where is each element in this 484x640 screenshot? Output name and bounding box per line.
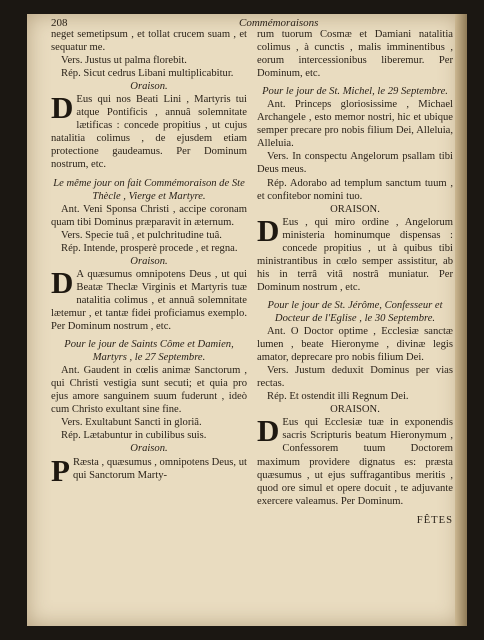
left-column [51, 28, 247, 484]
running-head: Commémoraisons [239, 17, 319, 29]
antiphon: Ant. Veni Sponsa Christi , accipe coronam quam tibi Dominus præparavit in æternum. [51, 203, 247, 228]
page-number: 208 [51, 17, 68, 29]
versicle: Vers. Justus ut palma florebit. [61, 55, 187, 67]
antiphon: Ant. Gaudent in cœlis animæ Sanctorum , qui Christi vestigia sunt secuti; et quia pro ejus amore sanguinem suum fuderunt , ideò cum Christo exultant sine fine. [51, 365, 247, 416]
prayer-text: Eus qui nos Beati Lini , Martyris tui atque Pontificis , annuâ solemnitate lætificas : concede propitius , ut cujus natalitia colimus , de ejusdem etiam protectione gaudeamus. Per Dominum nostrum, etc. [51, 94, 247, 171]
response: Rép. Intende, prosperè procede , et regna. [61, 242, 238, 254]
feast-heading: Pour le jour de St. Jérôme, Confesseur et Docteur de l'Eglise , le 30 Septembre. [267, 299, 443, 324]
prayer-text: A quæsumus omnipotens Deus , ut qui Beatæ Theclæ Virginis et Martyris tuæ natalitia colimus , et annuâ solemnitate lætemur , et tantæ fidei proficiamus exemplo. Per Dominum nostrum , etc. [51, 268, 247, 333]
versicle: Vers. Exultabunt Sancti in gloriâ. [61, 417, 202, 429]
section-heading: Oraison. [130, 255, 168, 267]
drop-cap: D [51, 267, 74, 300]
section-heading: Oraison. [130, 443, 168, 455]
text-line: neget semetipsum , et tollat crucem suam , et sequatur me. [51, 29, 247, 54]
right-column [257, 28, 453, 527]
response: Rép. Sicut cedrus Libani multiplicabitur. [61, 68, 234, 80]
response: Rép. Adorabo ad templum sanctum tuum , et confitebor nomini tuo. [257, 177, 453, 202]
response: Rép. Et ostendit illi Regnum Dei. [267, 391, 409, 403]
text-line: rum tuorum Cosmæ et Damiani natalitia colimus , à cunctis , malis imminentibus , eorum intercessionibus liberemur. Per Dominum, etc. [257, 29, 453, 80]
book-gutter [455, 14, 467, 626]
section-heading: ORAISON. [330, 404, 380, 416]
response: Rép. Lætabuntur in cubilibus suis. [61, 430, 207, 442]
section-heading: Oraison. [130, 81, 168, 93]
prayer-paragraph [257, 216, 453, 294]
feast-heading: Pour le jour de St. Michel, le 29 Septembre. [262, 86, 448, 98]
versicle: Vers. Justum deduxit Dominus per vias rectas. [257, 365, 453, 390]
prayer-paragraph [257, 416, 453, 507]
catchword: FÊTES [416, 514, 453, 526]
drop-cap: D [257, 416, 280, 449]
book-page [27, 14, 461, 626]
feast-heading: Pour le jour de Saints Côme et Damien, Martyrs , le 27 Septembre. [64, 339, 234, 364]
section-heading: ORAISON. [330, 203, 380, 215]
versicle: Vers. In conspectu Angelorum psallam tibi Deus meus. [257, 151, 453, 176]
drop-cap: P [51, 455, 70, 484]
feast-heading: Le même jour on fait Commémoraison de Ste Thècle , Vierge et Martyre. [53, 177, 245, 202]
versicle: Vers. Specie tuâ , et pulchritudine tuâ. [61, 229, 222, 241]
prayer-text: Ræsta , quæsumus , omnipotens Deus, ut qui Sanctorum Marty- [72, 456, 247, 481]
prayer-text: Eus , qui miro ordine , Angelorum ministeria hominumque dispensas : concede propitius , ut à quibus tibi ministrantibus in cœlo semper assistitur, ab his in terrâ vitâ nostrâ muniatur. Per Dominum nostrum , etc. [257, 216, 453, 293]
drop-cap: D [257, 215, 280, 248]
antiphon: Ant. Princeps gloriosissime , Michael Archangele , esto memor nostri, hic et ubique semper precare pro nobis filium Dei, Alleluia, Alleluia. [257, 99, 453, 150]
antiphon: Ant. O Doctor optime , Ecclesiæ sanctæ lumen , beate Hieronyme , divinæ legis amator, deprecare pro nobis filium Dei. [257, 326, 453, 364]
drop-cap: D [51, 93, 74, 126]
prayer-text: Eus qui Ecclesiæ tuæ in exponendis sacris Scripturis beatum Hieronymum , Confessorem tuum Doctorem maximum providere dignatus es: præsta quæsumus , ut ejus suffragantibus meritis , quod ore simul et opere docuit , te adjuvante exercere valeamus. Per Dominum. [257, 417, 453, 507]
prayer-paragraph [51, 456, 247, 484]
prayer-paragraph [51, 268, 247, 333]
prayer-paragraph [51, 93, 247, 171]
